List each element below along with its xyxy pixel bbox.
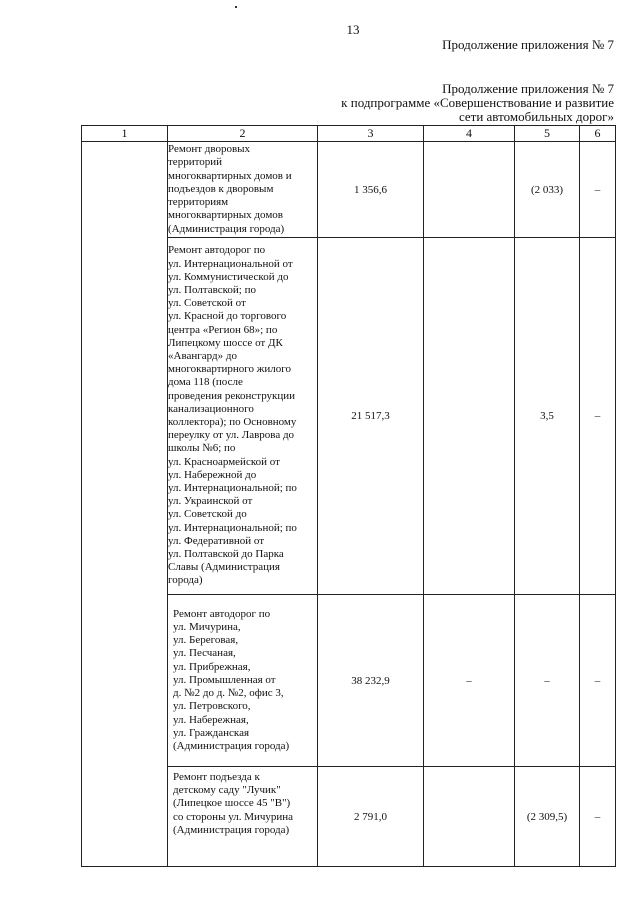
column-header-6: 6	[580, 126, 616, 142]
table-cell-col6: –	[580, 767, 616, 867]
table-cell-col4: –	[424, 595, 515, 767]
page-number: 13	[346, 22, 360, 37]
table-cell-amount: 38 232,9	[318, 595, 424, 767]
column-header-2: 2	[168, 126, 318, 142]
table-cell-col6: –	[580, 238, 616, 595]
table-cell-col4	[424, 142, 515, 238]
table-cell-description: Ремонт автодорог по ул. Мичурина, ул. Береговая, ул. Песчаная, ул. Прибрежная, ул. Промышленная от д. №2 до д. №2, офис 3, ул. Петровского, ул. Набережная, ул. Гражданская (Администрация города)	[168, 595, 318, 767]
column-header-3: 3	[318, 126, 424, 142]
column-header-1: 1	[82, 126, 168, 142]
appendix-header-line2: к подпрограмме «Совершенствование и развитие	[341, 95, 614, 110]
scan-speck	[235, 6, 237, 8]
table-cell-description: Ремонт автодорог по ул. Интернациональной от ул. Коммунистической до ул. Полтавской; по ул. Советской от ул. Красной до торгового центра «Регион 68»; по Липецкому шоссе от ДК «Авангард» до многоквартирного жилого дома 118 (после проведения реконструкции канализационного коллектора); по Основному переулку от ул. Лаврова до школы №6; по ул. Красноармейской от ул. Набережной до ул. Интернациональной; по ул. Украинской от ул. Советской до ул. Интернациональной; по ул. Федеративной от ул. Полтавской до Парка Славы (Администрация города)	[168, 238, 318, 595]
table-cell-col1	[82, 142, 168, 867]
table-cell-amount: 2 791,0	[318, 767, 424, 867]
table-cell-col4	[424, 238, 515, 595]
table-cell-col4	[424, 767, 515, 867]
table-cell-amount: 1 356,6	[318, 142, 424, 238]
table-cell-col5: 3,5	[515, 238, 580, 595]
appendix-header-block	[341, 82, 614, 124]
table-cell-description: Ремонт подъезда к детскому саду "Лучик" (Липецкое шоссе 45 "В") со стороны ул. Мичурина (Администрация города)	[168, 767, 318, 867]
column-header-5: 5	[515, 126, 580, 142]
table-cell-amount: 21 517,3	[318, 238, 424, 595]
column-header-4: 4	[424, 126, 515, 142]
table-header-row	[82, 126, 616, 142]
table-cell-col6: –	[580, 142, 616, 238]
table-row	[82, 142, 616, 238]
table-cell-col5: (2 033)	[515, 142, 580, 238]
table-cell-description: Ремонт дворовых территорий многоквартирных домов и подъездов к дворовым территориям многоквартирных домов (Администрация города)	[168, 142, 318, 238]
appendix-header-line1: Продолжение приложения № 7	[442, 81, 614, 96]
continuation-header: Продолжение приложения № 7	[442, 37, 614, 52]
appendix-header-line3: сети автомобильных дорог»	[458, 109, 614, 124]
program-table	[81, 125, 616, 867]
table-cell-col5: (2 309,5)	[515, 767, 580, 867]
table-cell-col6: –	[580, 595, 616, 767]
table-cell-col5: –	[515, 595, 580, 767]
